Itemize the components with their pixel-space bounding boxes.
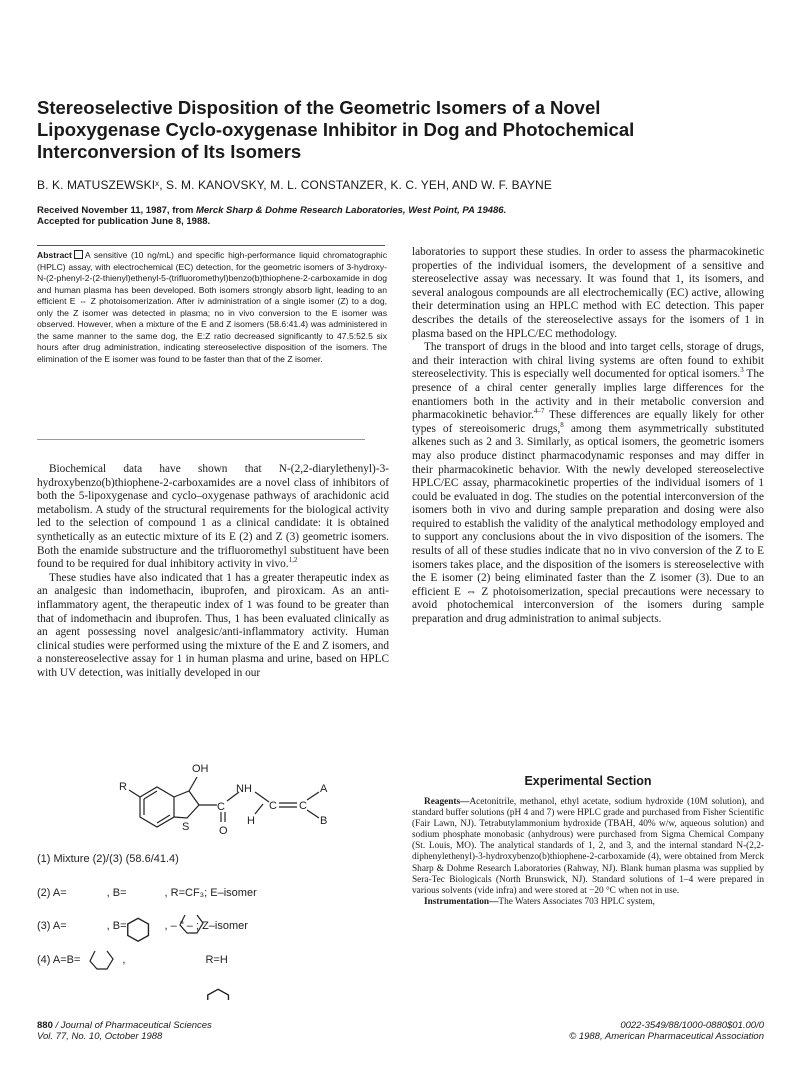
received-info: [37, 205, 757, 227]
compound-3-line: (3) A= , B= , – " – ; Z–isomer: [37, 920, 248, 932]
page-number: 880: [37, 1020, 53, 1031]
article-code: 0022-3549/88/1000-0880$01.00/0: [620, 1020, 764, 1031]
author-list: B. K. MATUSZEWSKIˣ, S. M. KANOVSKY, M. L. CONSTANZER, K. C. YEH, AND W. F. BAYNE: [37, 178, 552, 192]
benzene-ring: [140, 787, 174, 827]
carbon-label: C: [217, 801, 225, 813]
box-icon: [74, 250, 83, 259]
r-label: R: [119, 781, 127, 793]
carbon-label: C: [269, 800, 277, 812]
copyright: © 1988, American Pharmaceutical Association: [569, 1031, 764, 1042]
article-title: Stereoselective Disposition of the Geometric Isomers of a Novel Lipoxygenase Cyclo-oxygenase Inhibitor in Dog and Photochemical Interconversion of Its Isomers: [37, 97, 635, 162]
experimental-section: [412, 797, 764, 908]
footer-journal: [37, 1020, 337, 1042]
citation: 3: [740, 366, 744, 375]
run-in-heading: Instrumentation—: [424, 896, 499, 907]
oh-label: OH: [192, 763, 209, 775]
journal-name: / Journal of Pharmaceutical Sciences: [55, 1020, 212, 1031]
b-label: B: [320, 815, 328, 827]
right-column: [412, 246, 764, 627]
citation: 8: [560, 420, 564, 429]
affiliation: Merck Sharp & Dohme Research Laboratories, West Point, PA 19486.: [195, 205, 507, 216]
citation: 4–7: [533, 407, 545, 416]
abstract-rule-top: [37, 245, 385, 246]
run-in-heading: Reagents—: [424, 797, 470, 807]
received-date: Received November 11, 1987, from: [37, 205, 194, 216]
abstract-text: A sensitive (10 ng/mL) and specific high-performance liquid chromatographic (HPLC) assay, with electrochemical (EC) detection, for the geometric isomers of 3-hydroxy-N-(2-phenyl-2-(2-thienyl)ethenyl-5-(trifluoromethyl)benzo(b)thiophene-2-carboxamide in dog and human plasma has been developed. Both isomers strongly absorb light, leading to an efficient E ⇔ Z photoisomerization. After iv administration of a single isomer (Z) to a dog, only the Z isomer was detected in plasma; no in vivo conversion to the E isomer was observed. However, when a mixture of the E and Z isomers (58.6:41.4) was administered in the same manner to the same dog, the E:Z ratio decreased significantly to 47.5:52.5 six hours after drug administration, indicating stereoselective disposition of the isomers. The elimination of the E isomer was found to be faster than that of the Z isomer.: [37, 250, 387, 364]
a-label: A: [320, 783, 328, 795]
oxygen-label: O: [219, 825, 228, 837]
compound-1-line: (1) Mixture (2)/(3) (58.6/41.4): [37, 853, 179, 865]
paragraph: The transport of drugs in the blood and into target cells, storage of drugs, and their interaction with chiral living systems are often found to exhibit stereoselectivity. This is especially well documented for optical isomers.$^3$ The presence of a chiral center generally implies large differences for the enantiomers both in the activity and in their metabolic conversion and pharmacokinetic behavior.$^{4-7}$ These differences are equally likely for other types of stereoisomeric drugs,$^8$ among them asymmetrically substituted alkenes such as 2 and 3. Similarly, as optical isomers, the geometric isomers may also produce distinct pharmacodynamic responses and may differ in their pharmacokinetic behavior. With the newly developed stereoselective HPLC/EC assay, pharmacokinetic properties of the individual isomers of 1 could be evaluated in dog. The studies on the potential interconversion of the isomers both in vivo and during sample preparation and dosing were also required to establish the validity of the analytical methodology employed and to support any conclusions about the in vivo disposition of the isomers. The results of all of these studies indicate that no in vivo conversion of the Z to E isomers takes place, and the disposition of the isomers is stereoselective with the E isomer (2) being eliminated faster than the Z isomer (3). Due to an efficient E ⇔ Z photoisomerization, special precautions were necessary to avoid photochemical interconversion of the isomers during sample preparation and drug administration to animal subjects.: [412, 341, 764, 626]
nh-label: NH: [236, 783, 252, 795]
paragraph: Instrumentation—The Waters Associates 703 HPLC system,: [424, 896, 655, 907]
paragraph: Reagents—Acetonitrile, methanol, ethyl acetate, sodium hydroxide (10M solution), and standard buffer solutions (pH 4 and 7) were HPLC grade and purchased from Fisher Scientific (Fair Lawn, NJ). Tetrabutylammonium hydroxide (TBAH, 40% w/w, aqueous solution) and sodium phosphate monobasic (anhydrous) were purchased from Sigma Chemical Company (St. Louis, MO). The analytical standards of 1, 2, and 3, and the internal standard N-(2,2-diphenylethenyl)-3-hydroxybenzo(b)thiophene-2-carboxamide (4), were obtained from Merck Sharp & Dohme Research Laboratories (Rahway, NJ). Blank human plasma was supplied by Sera-Tec Biologicals (North Brunswick, NJ). Standard solutions of 1–4 were prepared in various solvents (vide infra) and were stored at −20 °C when not in use.: [412, 797, 764, 896]
paragraph: Biochemical data have shown that N-(2,2-diarylethenyl)-3-hydroxybenzo(b)thiophene-2-carboxamides are a novel class of inhibitors of both the 5-lipoxygenase and cyclo–oxygenase pathways of arachidonic acid metabolism. A study of the structural requirements for the biological activity led to the selection of compound 1 as a clinical candidate: it is obtained synthetically as an eutectic mixture of its E (2) and Z (3) geometric isomers. Both the enamide substructure and the trifluoromethyl substituent have been found to be required for dual inhibitory activity in vivo.$^{1,2}$: [37, 463, 389, 571]
abstract: [37, 250, 387, 365]
chemical-structure-figure: [37, 760, 389, 1000]
footer-copyright: [450, 1020, 764, 1042]
abstract-rule-bottom: [37, 439, 365, 440]
paragraph: laboratories to support these studies. In order to assess the pharmacokinetic properties of the individual isomers, the development of a sensitive and stereoselective assay was necessary. It was found that 1, its isomers, and several analogous compounds are all electrochemically (EC) active, allowing their determination using an HPLC method with EC detection. This paper describes the details of the stereoselective assays for the isomers of 1 in plasma based on the HPLC/EC methodology.: [412, 246, 764, 340]
left-column: [37, 463, 389, 681]
hydrogen-label: H: [247, 815, 255, 827]
citation: 1,2: [288, 556, 298, 565]
section-heading: Experimental Section: [524, 774, 652, 788]
compound-4-line: (4) A=B= , R=H: [37, 954, 228, 966]
sulfur-label: S: [182, 821, 190, 833]
paragraph: These studies have also indicated that 1 has a greater therapeutic index as an analgesic than indomethacin, ibuprofen, and piroxicam. As an anti-inflammatory agent, the therapeutic index of 1 was found to be greater than that of indomethacin and ibuprofen. Thus, 1 has been evaluated clinically as an agent possessing novel analgesic/anti-inflammatory activity. Human clinical studies were performed using the mixture of the E and Z isomers, and a nonstereoselective assay for 1 in human plasma and urine, based on HPLC with UV detection, was initially developed in our: [37, 571, 389, 679]
accepted-date: Accepted for publication June 8, 1988.: [37, 216, 211, 227]
compound-2-line: (2) A= , B= , R=CF₃; E–isomer: [37, 887, 257, 899]
thiophene-ring: [174, 791, 199, 818]
volume-info: Vol. 77, No. 10, October 1988: [37, 1031, 163, 1042]
abstract-label: Abstract: [37, 250, 72, 260]
carbon-label: C: [299, 800, 307, 812]
